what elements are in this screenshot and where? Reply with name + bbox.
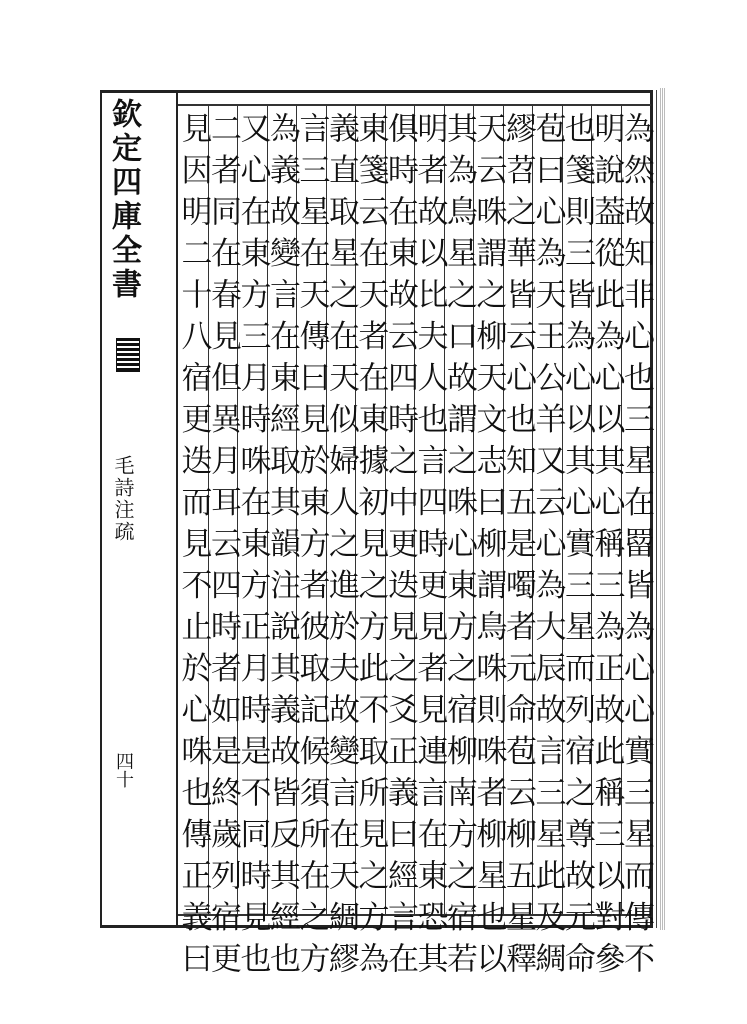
- text-column: [293, 108, 330, 984]
- column-text: 言三星在天傳曰見於東方者彼取記候須所在之方: [293, 112, 330, 984]
- column-text: 俱時在東故云四時之中更迭見之爻正義曰經言在: [382, 112, 418, 984]
- column-text: 繆苕之華皆云心也知五是噣者元命苞云柳五星釋: [500, 112, 536, 984]
- frame-right-inner-border: [656, 90, 657, 928]
- column-text: 二者同在春見但異月耳云四時者如是終歲列宿更: [205, 112, 241, 984]
- column-text: 明者故以比夫人也言四時更見者見連言在東恐其: [411, 112, 448, 984]
- column-text: 又心在東方三月時咮在東方正月時是不同時見也: [234, 112, 271, 984]
- column-text: 為義故變言在東經取其韻注說其義故皆反其經也: [264, 112, 300, 984]
- column-text: 天云咮謂之柳天文志曰柳謂鳥咮則咮者柳星也以: [470, 112, 507, 984]
- column-text: 為然故知非心也三星在罶皆為心心實三星而傳不: [618, 112, 654, 984]
- page-number: 四十: [113, 752, 134, 788]
- column-text: 見因明二十八宿更迭而見不止於心咮也傳正義曰: [175, 112, 212, 984]
- text-column: [411, 108, 448, 984]
- column-text: 義直取星之在天似婦人之進於夫故變言在天綢繆: [323, 112, 359, 984]
- text-column: [588, 108, 625, 984]
- collection-title: 欽定四庫全書: [106, 98, 141, 302]
- page-edge: [660, 88, 666, 930]
- column-text: 苞曰心為天王公羊又云心為大辰故言三星此及綢: [529, 112, 566, 984]
- column-text: 其為鳥星之口故謂之咮心東方之宿柳南方之宿若: [441, 112, 477, 984]
- text-column: [470, 108, 507, 984]
- text-column: [234, 108, 271, 984]
- text-column: [175, 108, 212, 984]
- text-column: [352, 108, 389, 984]
- column-text: 明說葢從此為心以其心稱三為正故此稱三以對參: [588, 112, 625, 984]
- column-text: 也箋則三皆為心以其心實三星而列宿之尊故元命: [559, 112, 595, 984]
- fishtail-mark-icon: [116, 338, 140, 372]
- book-name: 毛詩注疏: [111, 455, 135, 543]
- column-text: 東箋云在天者在東據初見之方此不取所見之方為: [352, 112, 389, 984]
- text-column: [529, 108, 566, 984]
